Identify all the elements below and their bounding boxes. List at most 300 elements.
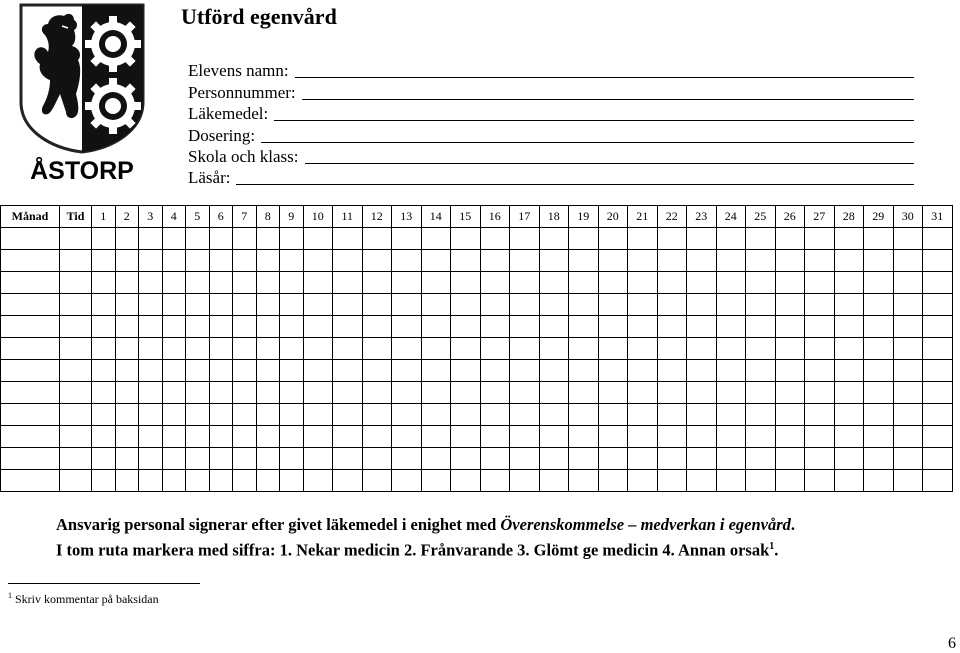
table-cell[interactable] (280, 338, 304, 360)
table-cell[interactable] (864, 294, 894, 316)
table-cell[interactable] (362, 360, 392, 382)
field-line[interactable] (236, 169, 914, 185)
table-cell[interactable] (186, 360, 210, 382)
table-cell[interactable] (598, 250, 628, 272)
table-cell[interactable] (162, 426, 186, 448)
table-cell[interactable] (421, 316, 451, 338)
table-cell[interactable] (362, 448, 392, 470)
table-cell[interactable] (280, 448, 304, 470)
table-cell[interactable] (139, 448, 163, 470)
table-cell[interactable] (362, 316, 392, 338)
table-cell[interactable] (569, 470, 599, 492)
table-cell[interactable] (657, 382, 687, 404)
table-cell[interactable] (687, 250, 717, 272)
table-cell[interactable] (392, 448, 422, 470)
table-cell[interactable] (1, 382, 60, 404)
table-cell[interactable] (303, 272, 333, 294)
table-cell[interactable] (716, 404, 746, 426)
field-line[interactable] (305, 148, 915, 164)
table-cell[interactable] (451, 382, 481, 404)
table-cell[interactable] (510, 338, 540, 360)
table-cell[interactable] (746, 228, 776, 250)
table-cell[interactable] (392, 470, 422, 492)
table-cell[interactable] (186, 382, 210, 404)
table-cell[interactable] (834, 250, 864, 272)
table-cell[interactable] (775, 360, 805, 382)
table-cell[interactable] (569, 404, 599, 426)
table-cell[interactable] (864, 404, 894, 426)
table-cell[interactable] (60, 228, 92, 250)
table-cell[interactable] (510, 294, 540, 316)
table-cell[interactable] (834, 404, 864, 426)
table-cell[interactable] (510, 360, 540, 382)
table-cell[interactable] (60, 360, 92, 382)
table-cell[interactable] (628, 338, 658, 360)
table-cell[interactable] (233, 294, 257, 316)
table-cell[interactable] (115, 426, 139, 448)
table-cell[interactable] (256, 272, 280, 294)
table-cell[interactable] (805, 470, 835, 492)
table-cell[interactable] (333, 448, 363, 470)
table-cell[interactable] (716, 294, 746, 316)
table-cell[interactable] (657, 426, 687, 448)
table-cell[interactable] (657, 470, 687, 492)
table-cell[interactable] (480, 294, 510, 316)
table-cell[interactable] (209, 338, 233, 360)
table-cell[interactable] (303, 470, 333, 492)
table-cell[interactable] (362, 250, 392, 272)
table-cell[interactable] (539, 250, 569, 272)
table-cell[interactable] (628, 426, 658, 448)
table-cell[interactable] (510, 382, 540, 404)
table-cell[interactable] (834, 272, 864, 294)
table-cell[interactable] (834, 294, 864, 316)
table-cell[interactable] (162, 360, 186, 382)
table-cell[interactable] (805, 360, 835, 382)
table-cell[interactable] (451, 272, 481, 294)
table-cell[interactable] (539, 448, 569, 470)
table-cell[interactable] (569, 360, 599, 382)
table-cell[interactable] (805, 404, 835, 426)
table-cell[interactable] (451, 316, 481, 338)
table-cell[interactable] (1, 404, 60, 426)
table-cell[interactable] (687, 338, 717, 360)
table-cell[interactable] (657, 448, 687, 470)
table-cell[interactable] (362, 272, 392, 294)
table-cell[interactable] (209, 294, 233, 316)
table-cell[interactable] (162, 382, 186, 404)
table-cell[interactable] (834, 338, 864, 360)
table-cell[interactable] (569, 426, 599, 448)
table-cell[interactable] (628, 294, 658, 316)
table-cell[interactable] (510, 426, 540, 448)
table-cell[interactable] (303, 228, 333, 250)
table-cell[interactable] (1, 250, 60, 272)
table-cell[interactable] (139, 470, 163, 492)
table-cell[interactable] (60, 382, 92, 404)
table-cell[interactable] (480, 338, 510, 360)
table-cell[interactable] (598, 404, 628, 426)
table-cell[interactable] (303, 316, 333, 338)
table-cell[interactable] (60, 470, 92, 492)
table-cell[interactable] (775, 338, 805, 360)
table-cell[interactable] (775, 294, 805, 316)
table-cell[interactable] (233, 338, 257, 360)
table-cell[interactable] (628, 360, 658, 382)
table-cell[interactable] (92, 382, 116, 404)
table-cell[interactable] (893, 426, 923, 448)
table-cell[interactable] (186, 404, 210, 426)
table-cell[interactable] (539, 360, 569, 382)
table-cell[interactable] (775, 228, 805, 250)
table-cell[interactable] (333, 426, 363, 448)
table-cell[interactable] (687, 404, 717, 426)
table-cell[interactable] (209, 448, 233, 470)
table-cell[interactable] (233, 448, 257, 470)
table-cell[interactable] (60, 250, 92, 272)
field-line[interactable] (295, 62, 914, 78)
table-cell[interactable] (362, 404, 392, 426)
table-cell[interactable] (510, 470, 540, 492)
table-cell[interactable] (421, 382, 451, 404)
table-cell[interactable] (303, 448, 333, 470)
table-cell[interactable] (233, 382, 257, 404)
table-cell[interactable] (480, 228, 510, 250)
table-cell[interactable] (716, 228, 746, 250)
table-cell[interactable] (303, 294, 333, 316)
table-cell[interactable] (392, 382, 422, 404)
table-cell[interactable] (834, 470, 864, 492)
table-cell[interactable] (451, 338, 481, 360)
table-cell[interactable] (569, 250, 599, 272)
table-cell[interactable] (510, 272, 540, 294)
table-cell[interactable] (480, 382, 510, 404)
table-cell[interactable] (421, 470, 451, 492)
table-cell[interactable] (716, 338, 746, 360)
table-cell[interactable] (893, 470, 923, 492)
table-cell[interactable] (539, 470, 569, 492)
table-cell[interactable] (233, 316, 257, 338)
table-cell[interactable] (303, 338, 333, 360)
table-cell[interactable] (186, 426, 210, 448)
table-cell[interactable] (569, 338, 599, 360)
table-cell[interactable] (115, 360, 139, 382)
table-cell[interactable] (657, 360, 687, 382)
table-cell[interactable] (569, 294, 599, 316)
table-cell[interactable] (186, 294, 210, 316)
table-cell[interactable] (280, 250, 304, 272)
table-cell[interactable] (716, 316, 746, 338)
table-cell[interactable] (923, 338, 953, 360)
table-cell[interactable] (421, 360, 451, 382)
table-cell[interactable] (115, 272, 139, 294)
table-cell[interactable] (392, 316, 422, 338)
table-cell[interactable] (834, 426, 864, 448)
table-cell[interactable] (923, 228, 953, 250)
table-cell[interactable] (657, 404, 687, 426)
table-cell[interactable] (657, 294, 687, 316)
table-cell[interactable] (746, 250, 776, 272)
table-cell[interactable] (256, 360, 280, 382)
table-cell[interactable] (716, 470, 746, 492)
table-cell[interactable] (392, 272, 422, 294)
table-cell[interactable] (303, 426, 333, 448)
table-cell[interactable] (333, 228, 363, 250)
table-cell[interactable] (115, 470, 139, 492)
table-cell[interactable] (746, 316, 776, 338)
table-cell[interactable] (834, 316, 864, 338)
table-cell[interactable] (209, 382, 233, 404)
table-cell[interactable] (186, 470, 210, 492)
table-cell[interactable] (115, 448, 139, 470)
table-cell[interactable] (923, 250, 953, 272)
table-cell[interactable] (598, 448, 628, 470)
table-cell[interactable] (569, 316, 599, 338)
table-cell[interactable] (303, 404, 333, 426)
table-cell[interactable] (598, 272, 628, 294)
table-cell[interactable] (864, 228, 894, 250)
table-cell[interactable] (162, 470, 186, 492)
table-cell[interactable] (186, 316, 210, 338)
table-cell[interactable] (539, 228, 569, 250)
table-cell[interactable] (480, 470, 510, 492)
table-cell[interactable] (569, 448, 599, 470)
table-cell[interactable] (280, 272, 304, 294)
table-cell[interactable] (115, 404, 139, 426)
table-cell[interactable] (569, 228, 599, 250)
table-cell[interactable] (139, 338, 163, 360)
table-cell[interactable] (256, 426, 280, 448)
table-cell[interactable] (139, 294, 163, 316)
table-cell[interactable] (186, 272, 210, 294)
table-cell[interactable] (746, 360, 776, 382)
table-cell[interactable] (392, 250, 422, 272)
table-cell[interactable] (539, 272, 569, 294)
table-cell[interactable] (60, 338, 92, 360)
table-cell[interactable] (716, 272, 746, 294)
table-cell[interactable] (421, 250, 451, 272)
table-cell[interactable] (139, 360, 163, 382)
table-cell[interactable] (139, 250, 163, 272)
table-cell[interactable] (256, 404, 280, 426)
table-cell[interactable] (392, 360, 422, 382)
field-line[interactable] (302, 84, 914, 100)
table-cell[interactable] (687, 470, 717, 492)
table-cell[interactable] (657, 250, 687, 272)
table-cell[interactable] (687, 294, 717, 316)
table-cell[interactable] (362, 382, 392, 404)
table-cell[interactable] (1, 426, 60, 448)
table-cell[interactable] (209, 272, 233, 294)
table-cell[interactable] (92, 294, 116, 316)
table-cell[interactable] (421, 448, 451, 470)
table-cell[interactable] (209, 404, 233, 426)
table-cell[interactable] (362, 294, 392, 316)
table-cell[interactable] (687, 272, 717, 294)
table-cell[interactable] (209, 360, 233, 382)
table-cell[interactable] (775, 316, 805, 338)
table-cell[interactable] (362, 470, 392, 492)
table-cell[interactable] (864, 448, 894, 470)
table-cell[interactable] (139, 316, 163, 338)
table-cell[interactable] (209, 470, 233, 492)
table-cell[interactable] (1, 272, 60, 294)
table-cell[interactable] (893, 382, 923, 404)
table-cell[interactable] (92, 316, 116, 338)
table-cell[interactable] (162, 228, 186, 250)
table-cell[interactable] (60, 426, 92, 448)
table-cell[interactable] (746, 294, 776, 316)
table-cell[interactable] (510, 228, 540, 250)
table-cell[interactable] (233, 250, 257, 272)
table-cell[interactable] (115, 250, 139, 272)
table-cell[interactable] (923, 470, 953, 492)
table-cell[interactable] (421, 228, 451, 250)
table-cell[interactable] (60, 448, 92, 470)
table-cell[interactable] (687, 426, 717, 448)
table-cell[interactable] (60, 272, 92, 294)
table-cell[interactable] (805, 272, 835, 294)
table-cell[interactable] (162, 448, 186, 470)
table-cell[interactable] (480, 316, 510, 338)
table-cell[interactable] (92, 404, 116, 426)
table-cell[interactable] (256, 316, 280, 338)
table-cell[interactable] (333, 338, 363, 360)
table-cell[interactable] (687, 228, 717, 250)
table-cell[interactable] (775, 404, 805, 426)
table-cell[interactable] (209, 228, 233, 250)
table-cell[interactable] (805, 382, 835, 404)
table-cell[interactable] (139, 228, 163, 250)
table-cell[interactable] (392, 404, 422, 426)
table-cell[interactable] (362, 338, 392, 360)
table-cell[interactable] (923, 272, 953, 294)
table-cell[interactable] (162, 316, 186, 338)
table-cell[interactable] (510, 448, 540, 470)
table-cell[interactable] (451, 426, 481, 448)
table-cell[interactable] (746, 404, 776, 426)
table-cell[interactable] (162, 404, 186, 426)
table-cell[interactable] (233, 272, 257, 294)
table-cell[interactable] (139, 272, 163, 294)
table-cell[interactable] (539, 294, 569, 316)
table-cell[interactable] (746, 338, 776, 360)
table-cell[interactable] (421, 404, 451, 426)
table-cell[interactable] (333, 360, 363, 382)
table-cell[interactable] (280, 426, 304, 448)
table-cell[interactable] (209, 426, 233, 448)
table-cell[interactable] (256, 338, 280, 360)
table-cell[interactable] (480, 360, 510, 382)
table-cell[interactable] (657, 272, 687, 294)
table-cell[interactable] (115, 316, 139, 338)
table-cell[interactable] (280, 294, 304, 316)
table-cell[interactable] (864, 426, 894, 448)
table-cell[interactable] (186, 338, 210, 360)
table-cell[interactable] (893, 448, 923, 470)
table-cell[interactable] (480, 404, 510, 426)
table-cell[interactable] (923, 316, 953, 338)
table-cell[interactable] (923, 448, 953, 470)
table-cell[interactable] (834, 448, 864, 470)
table-cell[interactable] (539, 382, 569, 404)
table-cell[interactable] (186, 228, 210, 250)
table-cell[interactable] (893, 294, 923, 316)
table-cell[interactable] (362, 228, 392, 250)
table-cell[interactable] (233, 228, 257, 250)
table-cell[interactable] (303, 382, 333, 404)
table-cell[interactable] (1, 316, 60, 338)
table-cell[interactable] (805, 426, 835, 448)
table-cell[interactable] (256, 250, 280, 272)
table-cell[interactable] (451, 448, 481, 470)
table-cell[interactable] (893, 360, 923, 382)
table-cell[interactable] (333, 250, 363, 272)
table-cell[interactable] (480, 448, 510, 470)
table-cell[interactable] (392, 294, 422, 316)
table-cell[interactable] (92, 470, 116, 492)
table-cell[interactable] (893, 316, 923, 338)
table-cell[interactable] (115, 294, 139, 316)
table-cell[interactable] (598, 382, 628, 404)
table-cell[interactable] (333, 272, 363, 294)
table-cell[interactable] (333, 316, 363, 338)
table-cell[interactable] (628, 316, 658, 338)
table-cell[interactable] (60, 404, 92, 426)
table-cell[interactable] (628, 250, 658, 272)
table-cell[interactable] (280, 228, 304, 250)
table-cell[interactable] (333, 470, 363, 492)
table-cell[interactable] (256, 382, 280, 404)
table-cell[interactable] (1, 294, 60, 316)
table-cell[interactable] (92, 360, 116, 382)
table-cell[interactable] (598, 316, 628, 338)
table-cell[interactable] (162, 294, 186, 316)
table-cell[interactable] (139, 426, 163, 448)
table-cell[interactable] (893, 250, 923, 272)
table-cell[interactable] (923, 404, 953, 426)
table-cell[interactable] (628, 470, 658, 492)
table-cell[interactable] (775, 470, 805, 492)
table-cell[interactable] (392, 228, 422, 250)
table-cell[interactable] (716, 426, 746, 448)
table-cell[interactable] (598, 360, 628, 382)
table-cell[interactable] (805, 448, 835, 470)
table-cell[interactable] (775, 448, 805, 470)
table-cell[interactable] (362, 426, 392, 448)
table-cell[interactable] (893, 228, 923, 250)
table-cell[interactable] (775, 250, 805, 272)
table-cell[interactable] (421, 272, 451, 294)
table-cell[interactable] (687, 360, 717, 382)
table-cell[interactable] (139, 382, 163, 404)
table-cell[interactable] (775, 272, 805, 294)
table-cell[interactable] (893, 338, 923, 360)
table-cell[interactable] (451, 404, 481, 426)
table-cell[interactable] (775, 426, 805, 448)
table-cell[interactable] (687, 316, 717, 338)
table-cell[interactable] (716, 382, 746, 404)
table-cell[interactable] (598, 338, 628, 360)
table-cell[interactable] (746, 470, 776, 492)
table-cell[interactable] (805, 294, 835, 316)
table-cell[interactable] (864, 316, 894, 338)
table-cell[interactable] (628, 228, 658, 250)
table-cell[interactable] (569, 272, 599, 294)
table-cell[interactable] (746, 382, 776, 404)
table-cell[interactable] (923, 426, 953, 448)
table-cell[interactable] (598, 294, 628, 316)
